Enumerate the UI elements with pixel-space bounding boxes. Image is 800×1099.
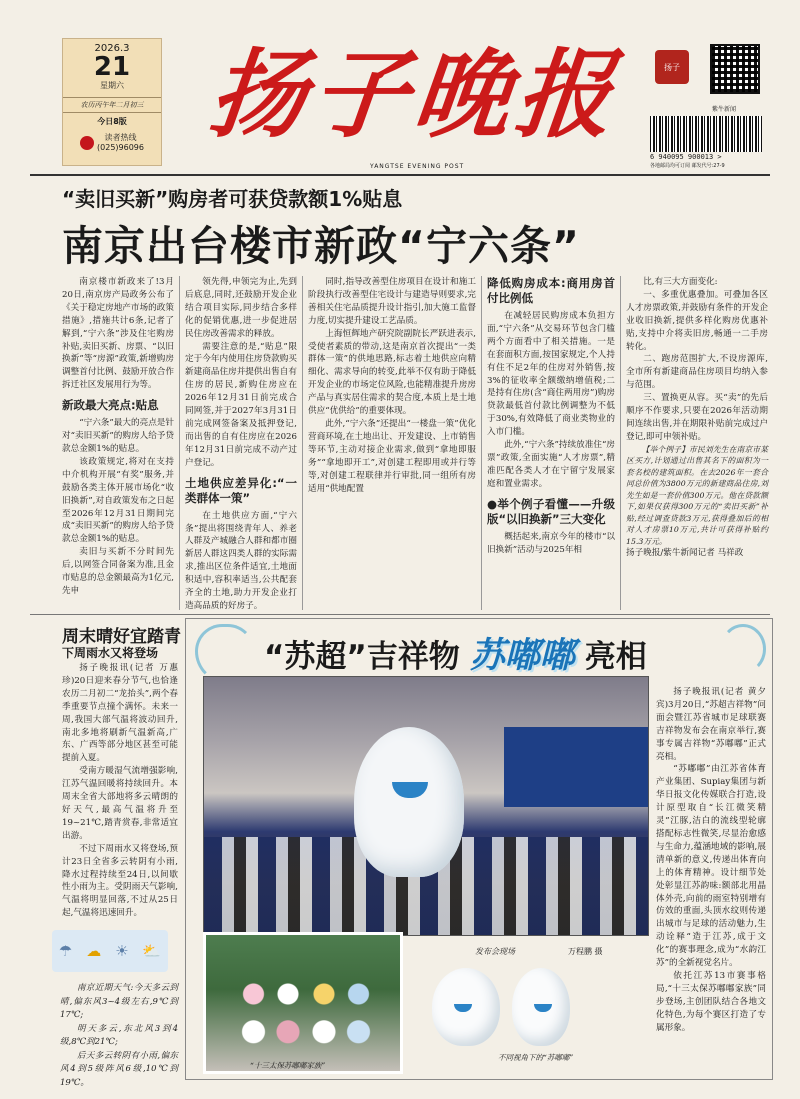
lead-paragraph: 在土地供应方面,“宁六条”提出将围绕青年人、养老人群及产城融合人群和都市圈新居人群这四类人群的实际需求,推出区位条件适宜,土地面积适中,容积率适当,公共配套齐全的土地,助力开发企业打造高品质的好房子。 (185, 510, 297, 611)
lead-paragraph: 该政策规定,将对在支持中介机构开展“有奖”服务,并鼓励各类主体开展市场化“收旧换新”,对自政策发布之日起至2026年12月31日期间完成“卖旧买新”的购房人给予贷款总金额1%的贴息。 (62, 456, 174, 545)
weather-paragraph: 不过下周雨水又将登场,预计23日全省多云转阴有小雨,降水过程持续至24日,以间歇性小雨为主。受阴雨天气影响,气温将明显回落,不过从25日起,气温将迅速回升。 (62, 843, 178, 919)
nameplate-text: 扬子晚报 (204, 38, 624, 151)
lead-paragraph: 三、置换更从容。买“卖”的先后顺序不作要求,只要在2026年活动期间连续出售,并在期限补贴前完成过户登记,即可申领补贴。 (626, 393, 768, 442)
page-count: 今日8版 (97, 117, 127, 126)
date-weekday: 星期六 (100, 81, 124, 90)
reader-hotline (63, 133, 161, 153)
weather-subheadline: 下周雨水又将登场 (62, 646, 159, 660)
qr-code-icon[interactable] (710, 44, 760, 94)
lead-paragraph: “宁六条”最大的亮点是针对“卖旧买新”的购房人给予贷款总金额1%的贴息。 (62, 418, 174, 454)
forecast-line: 南京近期天气:今天多云到晴,偏东风3~4级左右,9℃到17℃; (60, 983, 178, 1020)
lunar-date: 农历丙午年二月初三 (63, 97, 161, 113)
press-conference-photo[interactable] (203, 676, 649, 936)
column-divider (302, 276, 303, 610)
cloud-icon: ☁ (86, 942, 102, 960)
lead-column-4 (487, 276, 615, 557)
lead-paragraph: 此外,“宁六条”还提出“一楼盘一策”优化营商环境,在土地出让、开发建设、上市销售等环节,主动对接企业需求,做到“拿地即服务”“拿地即开工”,对创建工程即用或并行等等,对创建工程联律并行审批,同一组所有房适用“供地配置 (308, 418, 476, 494)
barcode-icon (650, 116, 762, 152)
mascot-costume (354, 727, 464, 877)
mascot-family-caption: “十三太保苏嘟嘟家族” (250, 1061, 326, 1070)
feature-headline (264, 628, 647, 678)
date-year-month: 2026.3 (94, 43, 130, 54)
mascot-side-view[interactable] (512, 968, 570, 1046)
feature-headline-pre: “苏超”吉祥物 (264, 638, 460, 675)
lead-headline: 南京出台楼市新政“宁六条” (62, 222, 580, 270)
feature-paragraph: “苏嘟嘟”由江苏省体育产业集团、Supiay集团与新华日报文化传媒联合打造,设计原型取自“长江微笑精灵”江豚,洁白的流线型轮廓搭配标志性微笑,尽显治愈感与生命力,蕴涵地域的影响,展清单新的意义,传递出体育向上的体育精神。设计细节处处彰显江苏韵味:额部北用晶体外壳,向前的雨室特别增有仿效的重面,头顶水纹则传递出城市与足球的活动魅力,生动诠释“造于江苏,成于文化”的赛事理念,成为“水韵江苏”的全新视觉名片。 (656, 764, 766, 969)
barcode-caption: 各地邮局均可订阅 邮发代号:27-9 (650, 163, 725, 169)
event-banner (504, 727, 649, 807)
feature-headline-name: 苏嘟嘟 (469, 636, 575, 676)
lead-kicker: “卖旧买新”购房者可获贷款额1%贴息 (62, 187, 403, 211)
lead-subhead: 新政最大亮点:贴息 (62, 398, 159, 413)
weather-forecast (60, 982, 178, 1090)
seal-stamp-icon: 扬子 (655, 50, 689, 84)
wave-decoration-icon (720, 624, 766, 674)
mascot-views-caption: 不同视角下的“苏嘟嘟” (498, 1053, 574, 1062)
lead-subhead: 降低购房成本:商用房首付比例低 (487, 276, 615, 305)
feature-paragraph: 扬子晚报讯(记者 黄夕宾)3月20日,“苏超吉祥物”问面会暨江苏省城市足球联赛吉祥物发布会在南京举行,赛事专属吉祥物“苏嘟嘟”正式亮相。 (656, 687, 766, 762)
mascot-family-photo[interactable] (203, 932, 403, 1074)
lead-paragraph: 同时,指导改善型住房项目在设计和施工阶段执行改善型住宅设计与建造导则要求,完善相关住宅品质提升设计指引,加大施工监督力度,切实提升建设工艺品质。 (308, 277, 476, 326)
lead-column-5 (626, 276, 768, 560)
lead-paragraph: 一、多重优惠叠加。可叠加各区人才房票政策,并鼓励有条件的开发企业收旧换新,提供多样化购房优惠补贴,支持中介将卖旧房,畅通一二手房转化。 (626, 289, 768, 352)
byline: 扬子晚报/紫牛新闻记者 马祥政 (626, 548, 744, 559)
feature-headline-post: 亮相 (584, 638, 647, 675)
date-day: 21 (93, 52, 131, 82)
lead-paragraph: 比,有三大方面变化: (643, 277, 718, 287)
lead-paragraph: 在减轻居民购房成本负担方面,“宁六条”从交易环节包含门槛两个方面看中了相关措施。一是在套面积方面,按国家规定,个人持有住不足2年的住房对外销售,按3%的征收率全额缴纳增值税;二是持有住房(含“商住两用房”)购房贷款最低首付款比例调整为不低于30%,有效降低了商业类物业的入市门槛。 (487, 311, 615, 438)
nameplate-english: YANGTSE EVENING POST (370, 163, 465, 170)
weather-paragraph: 受南方暖湿气流增强影响,江苏气温回暖将持续回升。本周末全省大部地将多云晴朗的好天气,最高气温将升至19~21℃,踏青赏春,非常适宜出游。 (62, 766, 178, 841)
lead-paragraph: 此外,“宁六条”持续放准住“房票”政策,全面实施“人才房票”,精准匹配各类人才在宁留宁发展家庭和置业需求。 (487, 440, 615, 489)
hotline-label: 读者热线 (104, 133, 137, 142)
newspaper-nameplate (204, 38, 630, 160)
lead-column-2 (185, 276, 297, 613)
weather-headline: 周末晴好宜踏青 (62, 627, 181, 647)
mascot-front-view[interactable] (432, 968, 500, 1046)
photo-caption: 发布会现场 (475, 947, 515, 956)
barcode-number: 6 940095 900013 > (650, 153, 722, 161)
lead-paragraph: 卖旧与买新不分时间先后,以网签合同备案为准,且金市贴息的总金额最高为1亿元,先申 (62, 547, 174, 596)
hotline-number: (025)96096 (97, 143, 144, 152)
qr-caption: 紫牛新闻 (712, 106, 737, 113)
lead-subhead: 土地供应差异化:“一类群体一策” (185, 475, 297, 505)
weather-icons-strip (52, 930, 168, 972)
lead-paragraph: 领先得,申领完为止,先到后底息,同时,还鼓励开发企业结合项目实际,同步结合多样化的促销优惠,进一步促进居民住房改善需求的释放。 (185, 277, 297, 339)
example-paragraph: 【举个例子】市民刘先生在南京市某区买方,计划通过出售其名下的面积为一套名校的建筑面积。在去2026年一套合同总价值为3800万元的新建商品住房,刘先生如是一套价值300万元。他在贷款额下,如果仅获得300万元的“卖旧买新”补贴,经过调查贷款3万元,获得叠加后的相对人才房票10万元,共计可获得补贴约15.3万元。 (626, 444, 768, 546)
section-divider (30, 614, 770, 615)
forecast-line: 明天多云,东北风3到4级,8℃到21℃; (60, 1023, 178, 1047)
column-divider (620, 276, 621, 610)
sun-icon: ☀ (115, 942, 129, 960)
cloud-rain-icon: ☂ (58, 942, 73, 960)
lead-column-1 (62, 276, 174, 598)
lead-column-3 (308, 276, 476, 495)
feature-body (656, 686, 766, 1034)
lead-paragraph: 概括起来,南京今年的楼市“以旧换新”活动与2025年相 (487, 531, 615, 555)
column-divider (179, 276, 180, 610)
mascot-dolls (231, 967, 381, 1057)
column-divider (481, 276, 482, 610)
lead-paragraph: 上海恒辉地产研究院副院长严跃进表示,受使者素质的带动,这是南京首次提出“一类群体一策”的供地思路,标志着土地供应向精细化、需求导向的转变,此举不仅有助于降低开发企业的市场定位风险,也能精准提升房房产品与真实居住需求的契合度,本质上是土地供应“优供给”的重要体现。 (308, 328, 476, 417)
weather-paragraph: 扬子晚报讯(记者 万惠珍)20日迎来春分节气,也恰逢农历二月初二“龙抬头”,两个春季重要节点撞个满怀。未来一周,我国大部气温将波动回升,南北多地将刷新气温新高,广东、广西等部分地区甚至可能提前入夏。 (62, 663, 178, 764)
weather-column (62, 662, 178, 920)
lead-subhead: ●举个例子看懂——升级版“以旧换新”三大变化 (487, 496, 615, 526)
lead-paragraph: 二、跑房范围扩大,不设房源库,全市所有新建商品住房项目均纳入参与范围。 (626, 354, 768, 391)
photo-credit: 万程鹏 摄 (568, 947, 603, 956)
partly-cloudy-icon: ⛅ (142, 942, 162, 960)
date-box (62, 38, 162, 166)
lead-paragraph: 需要注意的是,“贴息”限定于今年内使用住房贷款购买新建商品住房并提供出售自有住房的居民,新购住房应在2026年12月31日前完成合同网签,并于2027年3月31日前完成网签备案及抵押登记,而出售的自有住房应在2026年12月31日前完成不动产过户登记。 (185, 341, 297, 468)
forecast-line: 后天多云转阴有小雨,偏东风4到5级阵风6级,10℃到19℃。 (60, 1050, 178, 1088)
masthead-divider (30, 174, 770, 176)
hotline-logo-icon (80, 136, 94, 150)
feature-paragraph: 依托江苏13市赛事格局,“十三太保苏嘟嘟家族”同步登场,主创团队结合各地文化特色,为每个赛区打造了专属形象。 (656, 970, 766, 1033)
lead-paragraph: 南京楼市新政来了!3月20日,南京房产局政务公布了《关于稳定房地产市场的政策措施》,措施共计6条,记者了解到,“宁六条”涉及住宅购房补贴,卖旧买新、房票、“以旧换新”等“房源”政策,新增购房调整首付比例、鼓励开放合作拆迁社区发展用行为等。 (62, 277, 174, 391)
